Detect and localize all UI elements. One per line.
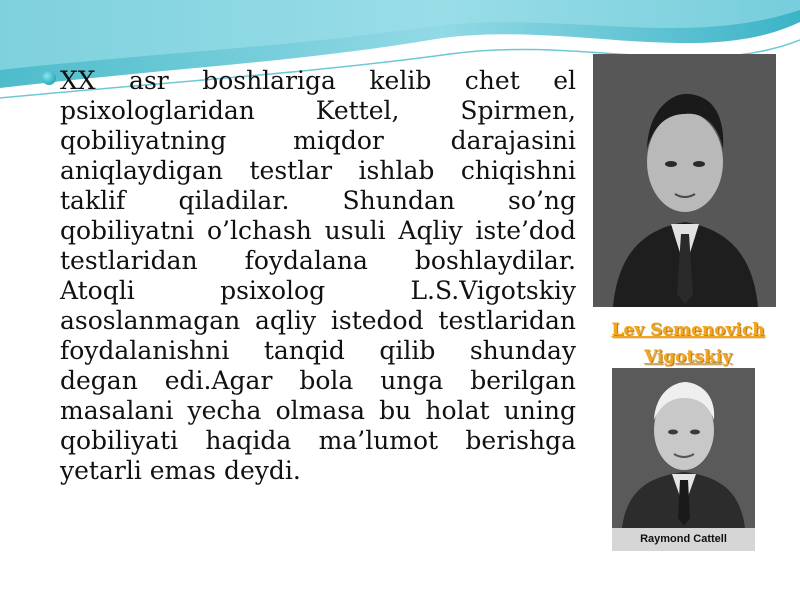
bullet-icon bbox=[42, 71, 56, 85]
vigotskiy-photo bbox=[593, 54, 776, 307]
body-paragraph: XX asr boshlariga kelib chet el psixologlaridan Kettel, Spirmen, qobiliyatning miqdor darajasini aniqlaydigan testlar ishlab chiqishni taklif qiladilar. Shundan so’ng qobiliyatni o’lchash usuli Aqliy iste’dod testlaridan foydalana boshlaydilar. Atoqli psixolog L.S.Vigotskiy asoslanmagan aqliy istedod testlaridan foydalanishni tanqid qilib shunday degan edi.Agar bola unga berilgan masalani yecha olmasa bu holat uning qobiliyati haqida ma’lumot berishga yetarli emas deydi. bbox=[60, 66, 576, 485]
cattell-photo-label: Raymond Cattell bbox=[640, 533, 727, 545]
cattell-photo bbox=[612, 368, 755, 551]
vigotskiy-caption: Lev Semenovich Vigotskiy bbox=[611, 320, 765, 367]
